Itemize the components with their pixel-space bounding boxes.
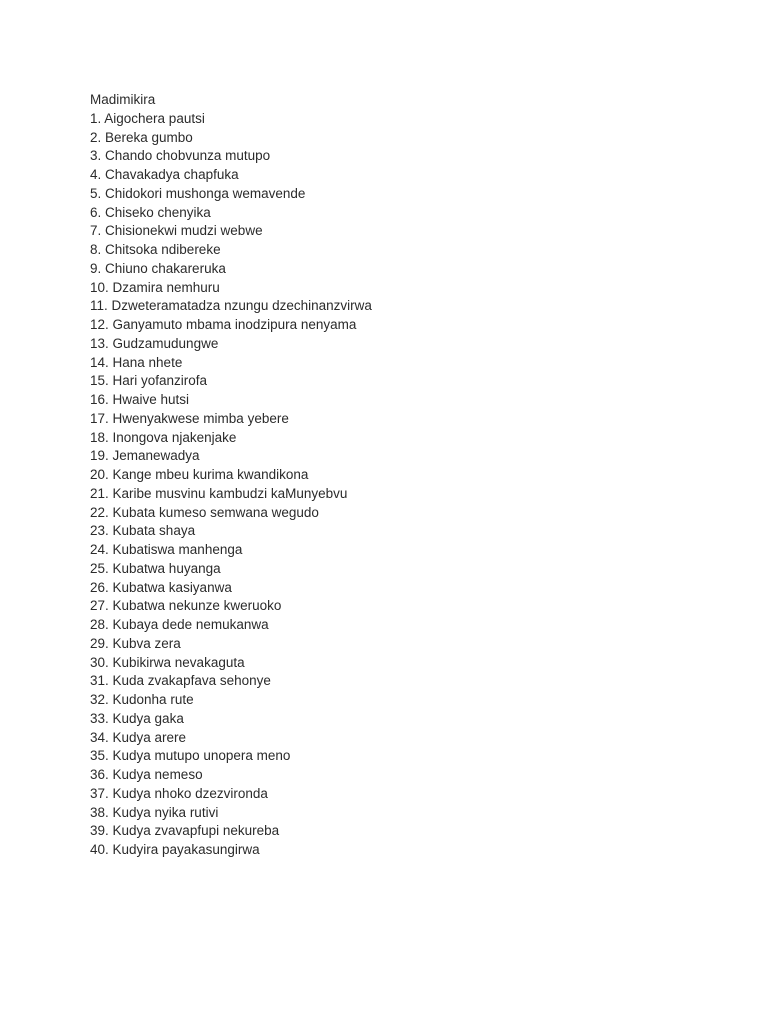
list-item: 20. Kange mbeu kurima kwandikona <box>90 467 309 482</box>
list-item: 32. Kudonha rute <box>90 692 194 707</box>
list-item: 13. Gudzamudungwe <box>90 335 219 351</box>
list-item: 8. Chitsoka ndibereke <box>90 242 221 257</box>
list-item: 5. Chidokori mushonga wemavende <box>90 185 306 201</box>
list-item: 3. Chando chobvunza mutupo <box>90 148 271 164</box>
proverb-list <box>90 110 372 860</box>
list-item: 9. Chiuno chakareruka <box>90 260 226 276</box>
list-item: 40. Kudyira payakasungirwa <box>90 842 260 857</box>
list-item: 26. Kubatwa kasiyanwa <box>90 579 232 595</box>
document-body <box>90 91 372 860</box>
list-item: 21. Karibe musvinu kambudzi kaMunyebvu <box>90 485 348 501</box>
list-item: 4. Chavakadya chapfuka <box>90 167 239 182</box>
list-item: 23. Kubata shaya <box>90 523 196 539</box>
list-item: 12. Ganyamuto mbama inodzipura nenyama <box>90 317 357 332</box>
list-item: 17. Hwenyakwese mimba yebere <box>90 410 289 426</box>
list-item: 33. Kudya gaka <box>90 710 184 726</box>
list-item: 1. Aigochera pautsi <box>90 110 205 126</box>
list-item: 34. Kudya arere <box>90 729 187 745</box>
list-item: 6. Chiseko chenyika <box>90 204 211 220</box>
list-item: 15. Hari yofanzirofa <box>90 373 208 389</box>
list-item: 10. Dzamira nemhuru <box>90 279 220 295</box>
list-item: 24. Kubatiswa manhenga <box>90 542 243 557</box>
list-item: 11. Dzweteramatadza nzungu dzechinanzvirwa <box>90 298 372 314</box>
document-title: Madimikira <box>90 92 156 107</box>
list-item: 18. Inongova njakenjake <box>90 429 237 445</box>
list-item: 37. Kudya nhoko dzezvironda <box>90 785 268 801</box>
list-item: 29. Kubva zera <box>90 635 181 651</box>
list-item: 7. Chisionekwi mudzi webwe <box>90 223 263 239</box>
list-item: 36. Kudya nemeso <box>90 767 203 782</box>
list-item: 19. Jemanewadya <box>90 448 200 464</box>
list-item: 27. Kubatwa nekunze kweruoko <box>90 598 282 614</box>
list-item: 16. Hwaive hutsi <box>90 392 190 407</box>
list-item: 28. Kubaya dede nemukanwa <box>90 617 269 632</box>
list-item: 22. Kubata kumeso semwana wegudo <box>90 504 319 520</box>
list-item: 14. Hana nhete <box>90 354 183 370</box>
list-item: 2. Bereka gumbo <box>90 129 193 145</box>
list-item: 39. Kudya zvavapfupi nekureba <box>90 823 280 839</box>
list-item: 30. Kubikirwa nevakaguta <box>90 654 245 670</box>
list-item: 31. Kuda zvakapfava sehonye <box>90 673 271 689</box>
list-item: 35. Kudya mutupo unopera meno <box>90 748 291 764</box>
list-item: 38. Kudya nyika rutivi <box>90 804 219 820</box>
list-item: 25. Kubatwa huyanga <box>90 560 221 576</box>
